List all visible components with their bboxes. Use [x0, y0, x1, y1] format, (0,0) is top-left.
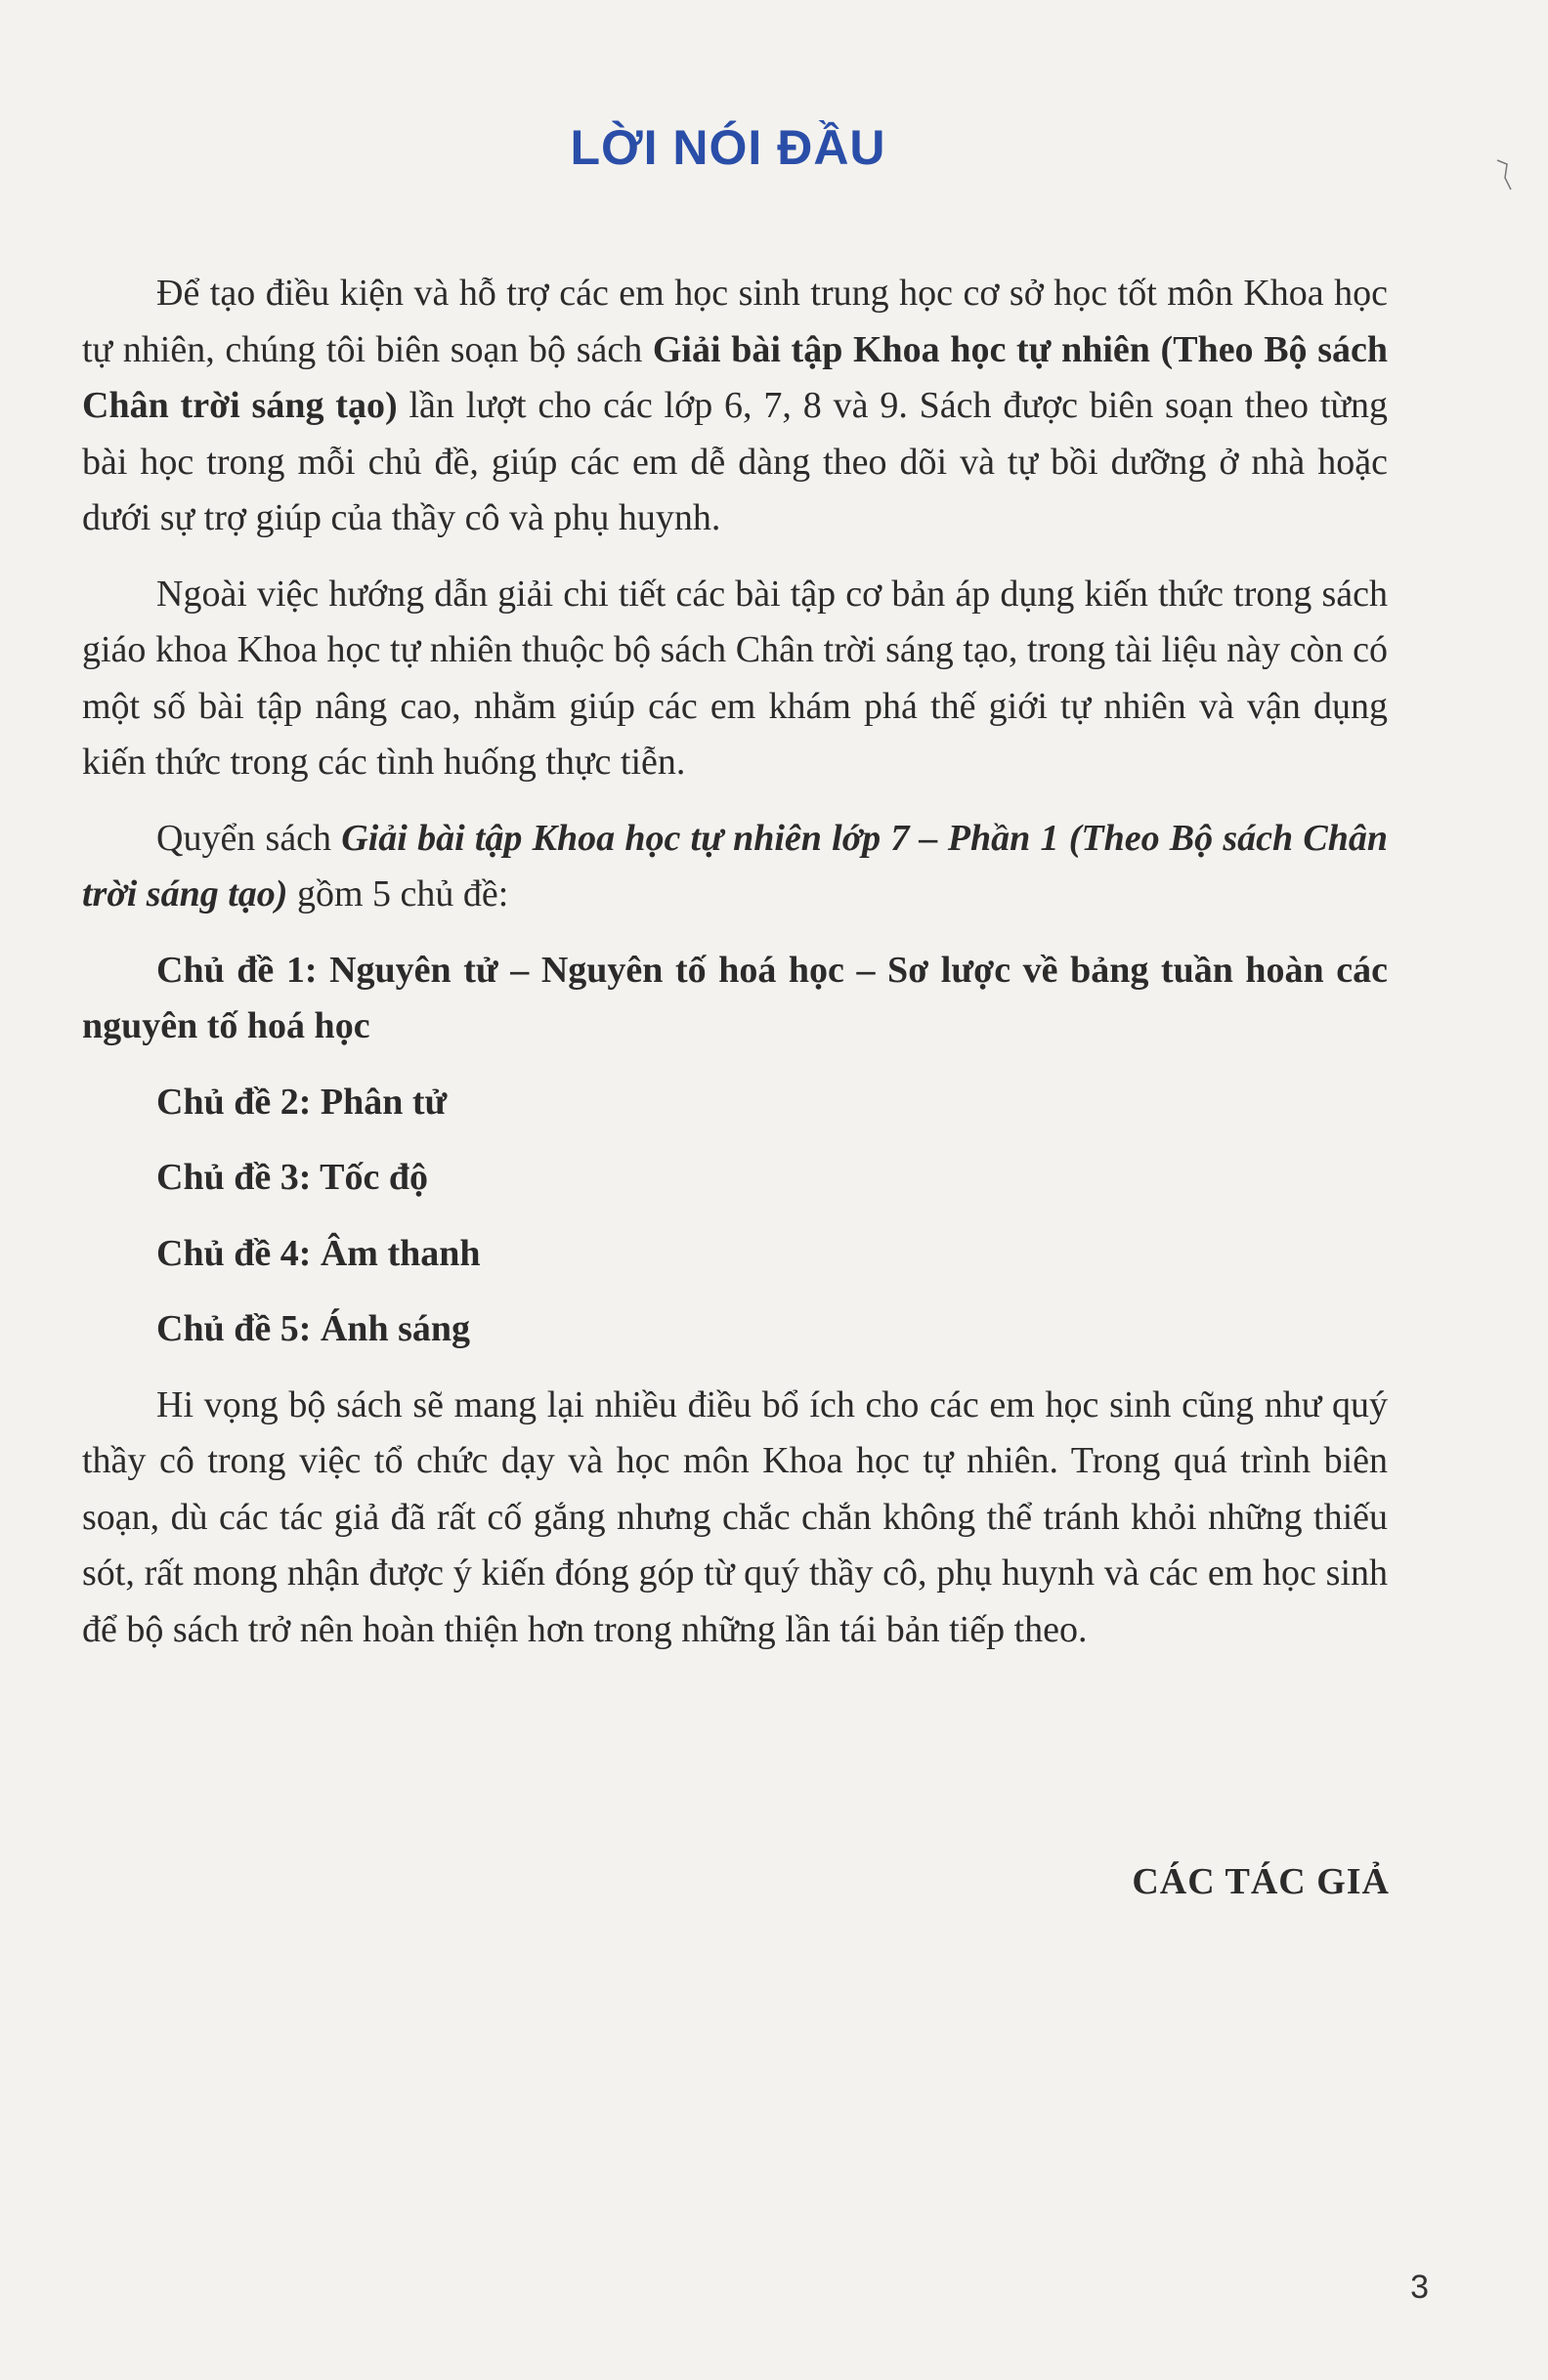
paragraph-contents-text: Quyển sách: [156, 817, 342, 859]
paragraph-intro: [82, 266, 1388, 547]
topic-item: Chủ đề 5: Ánh sáng: [156, 1308, 470, 1349]
paragraph-intro-text: Để tạo điều kiện và hỗ trợ các em học sinh trung học cơ sở học tốt môn Khoa học tự nhiên, chúng tôi biên soạn bộ sách: [82, 273, 1388, 370]
topic-item: Chủ đề 3: Tốc độ: [156, 1157, 429, 1198]
page-title: LỜI NÓI ĐẦU: [570, 120, 886, 175]
book-title-italic: Giải bài tập Khoa học tự nhiên lớp 7 – Phần 1 (Theo Bộ sách Chân trời sáng tạo): [82, 817, 1388, 914]
preface-body: [82, 266, 1388, 1678]
topic-item: Chủ đề 2: Phân tử: [156, 1081, 448, 1123]
author-signature: CÁC TÁC GIẢ: [1132, 1861, 1390, 1902]
topic-list: [82, 943, 1388, 1358]
page-number: 3: [1410, 2269, 1429, 2306]
paragraph-intro-text-end: lần lượt cho các lớp 6, 7, 8 và 9. Sách được biên soạn theo từng bài học trong mỗi chủ đề, giúp các em dễ dàng theo dõi và tự bồi dưỡng ở nhà hoặc dưới sự trợ giúp của thầy cô và phụ huynh.: [82, 385, 1388, 538]
topic-item: Chủ đề 1: Nguyên tử – Nguyên tố hoá học – Sơ lược về bảng tuần hoàn các nguyên tố hoá học: [82, 949, 1388, 1046]
paragraph-contents: [82, 811, 1388, 923]
book-title-bold: Giải bài tập Khoa học tự nhiên (Theo Bộ sách Chân trời sáng tạo): [82, 328, 1388, 426]
topic-item: Chủ đề 4: Âm thanh: [156, 1232, 481, 1274]
paragraph-closing: Hi vọng bộ sách sẽ mang lại nhiều điều bổ ích cho các em học sinh cũng như quý thầy cô trong việc tổ chức dạy và học môn Khoa học tự nhiên. Trong quá trình biên soạn, dù các tác giả đã rất cố gắng nhưng chắc chắn không thể tránh khỏi những thiếu sót, rất mong nhận được ý kiến đóng góp từ quý thầy cô, phụ huynh và các em học sinh để bộ sách trở nên hoàn thiện hơn trong những lần tái bản tiếp theo.: [82, 1383, 1388, 1650]
paragraph-contents-text-end: gồm 5 chủ đề:: [287, 873, 509, 914]
page-edge-mark: [1495, 156, 1515, 195]
paragraph-purpose: Ngoài việc hướng dẫn giải chi tiết các bài tập cơ bản áp dụng kiến thức trong sách giáo khoa Khoa học tự nhiên thuộc bộ sách Chân trời sáng tạo, trong tài liệu này còn có một số bài tập nâng cao, nhằm giúp các em khám phá thế giới tự nhiên và vận dụng kiến thức trong các tình huống thực tiễn.: [82, 573, 1388, 783]
